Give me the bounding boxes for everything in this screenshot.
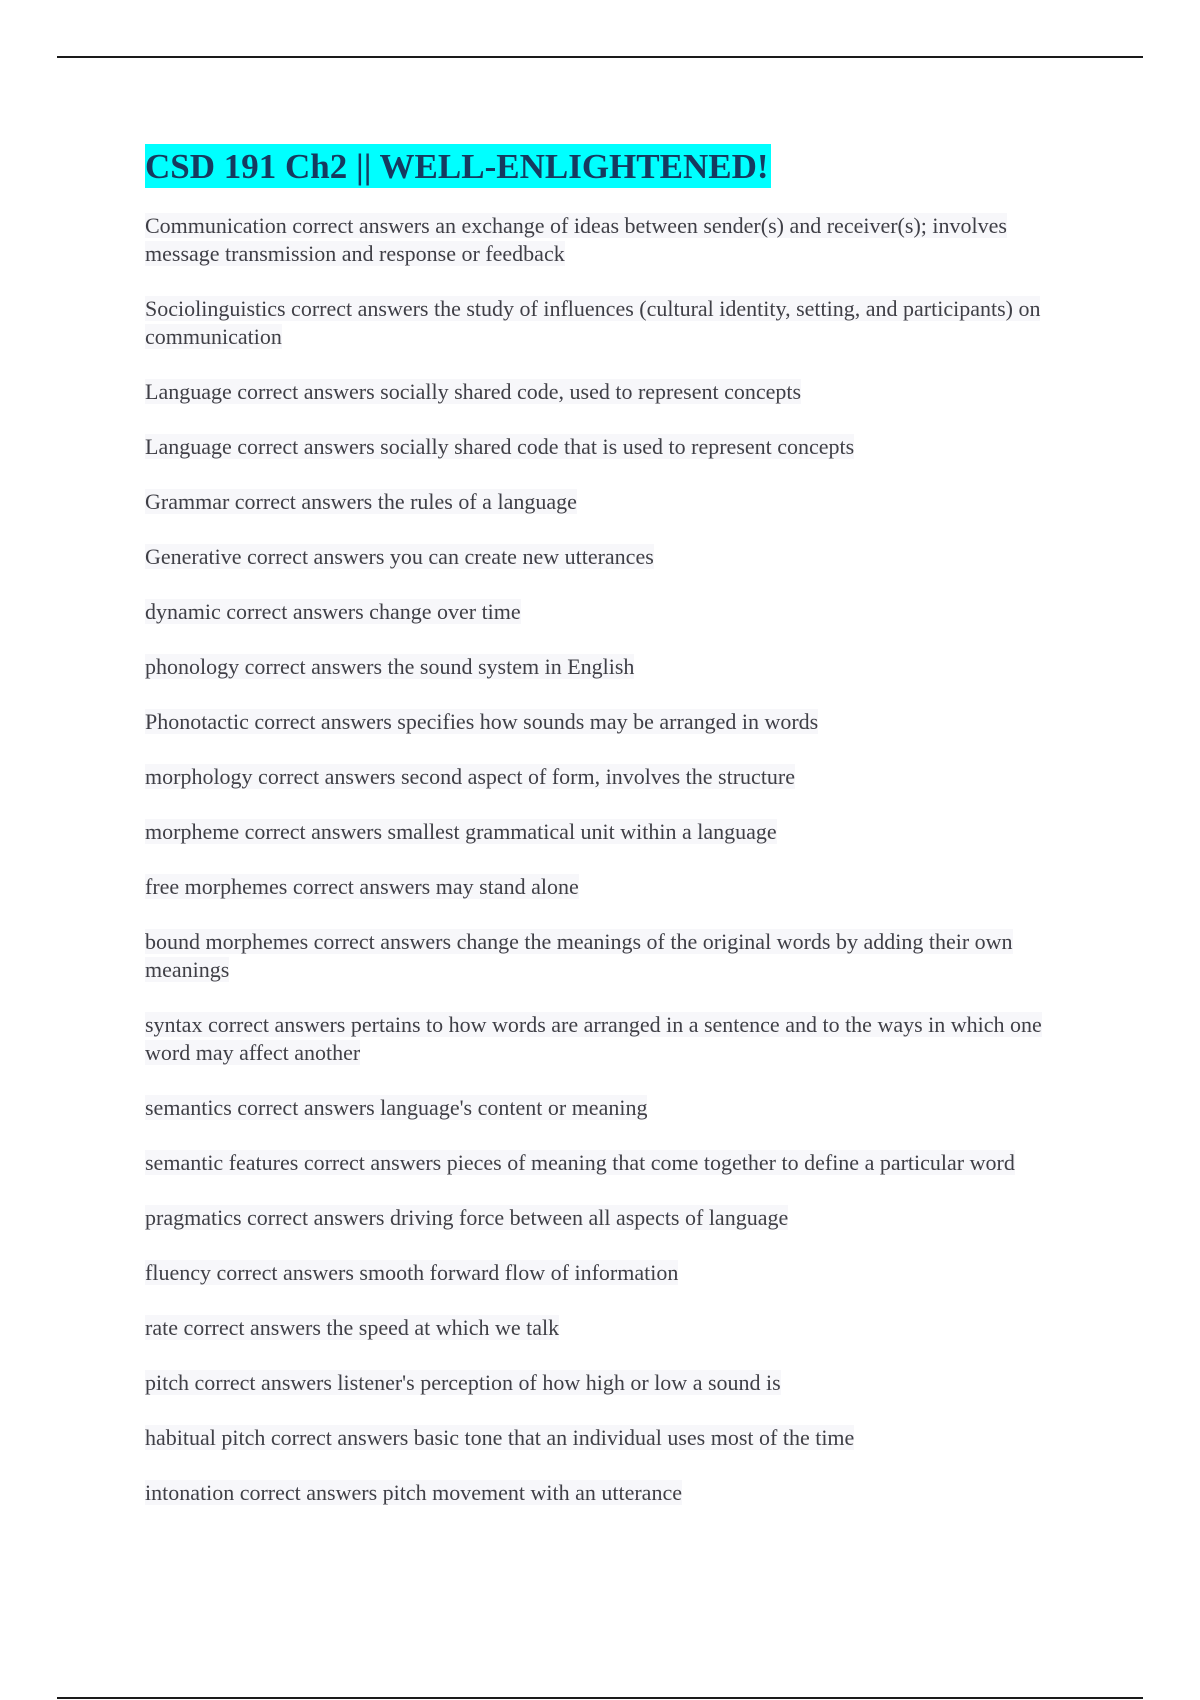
list-item [145, 1149, 1065, 1177]
entry-text: free morphemes correct answers may stand alone [145, 874, 579, 899]
list-item [145, 433, 1065, 461]
entry-text: Communication correct answers an exchange of ideas between sender(s) and receiver(s); involves message transmission and response or feedback [145, 213, 1007, 266]
entry-text: morpheme correct answers smallest grammatical unit within a language [145, 819, 777, 844]
list-item [145, 653, 1065, 681]
entry-text: semantic features correct answers pieces of meaning that come together to define a particular word [145, 1150, 1015, 1175]
entry-text: phonology correct answers the sound system in English [145, 654, 635, 679]
list-item [145, 1094, 1065, 1122]
entry-text: pragmatics correct answers driving force between all aspects of language [145, 1205, 789, 1230]
entry-text: morphology correct answers second aspect of form, involves the structure [145, 764, 796, 789]
flashcard-list [145, 212, 1065, 1507]
entry-text: pitch correct answers listener's perception of how high or low a sound is [145, 1370, 781, 1395]
entry-text: Grammar correct answers the rules of a language [145, 489, 577, 514]
entry-text: semantics correct answers language's content or meaning [145, 1095, 648, 1120]
entry-text: Language correct answers socially shared code, used to represent concepts [145, 379, 802, 404]
list-item [145, 708, 1065, 736]
entry-text: Language correct answers socially shared code that is used to represent concepts [145, 434, 855, 459]
list-item [145, 1204, 1065, 1232]
list-item [145, 1479, 1065, 1507]
entry-text: Sociolinguistics correct answers the study of influences (cultural identity, setting, and participants) on communication [145, 296, 1041, 349]
top-rule [57, 56, 1143, 58]
entry-text: habitual pitch correct answers basic tone that an individual uses most of the time [145, 1425, 855, 1450]
entry-text: intonation correct answers pitch movement with an utterance [145, 1480, 682, 1505]
document-title: CSD 191 Ch2 || WELL-ENLIGHTENED! [145, 144, 771, 188]
list-item [145, 295, 1065, 351]
list-item [145, 873, 1065, 901]
entry-text: rate correct answers the speed at which we talk [145, 1315, 560, 1340]
bottom-rule [57, 1697, 1143, 1699]
list-item [145, 1369, 1065, 1397]
list-item [145, 598, 1065, 626]
list-item [145, 1259, 1065, 1287]
list-item [145, 928, 1065, 984]
list-item [145, 818, 1065, 846]
entry-text: Generative correct answers you can create new utterances [145, 544, 654, 569]
entry-text: Phonotactic correct answers specifies how sounds may be arranged in words [145, 709, 819, 734]
document-body [145, 144, 1065, 1534]
list-item [145, 488, 1065, 516]
list-item [145, 763, 1065, 791]
list-item [145, 212, 1065, 268]
entry-text: dynamic correct answers change over time [145, 599, 521, 624]
list-item [145, 378, 1065, 406]
list-item [145, 1424, 1065, 1452]
entry-text: syntax correct answers pertains to how words are arranged in a sentence and to the ways in which one word may affect another [145, 1012, 1042, 1065]
list-item [145, 1011, 1065, 1067]
entry-text: fluency correct answers smooth forward flow of information [145, 1260, 679, 1285]
entry-text: bound morphemes correct answers change the meanings of the original words by adding their own meanings [145, 929, 1013, 982]
list-item [145, 543, 1065, 571]
list-item [145, 1314, 1065, 1342]
